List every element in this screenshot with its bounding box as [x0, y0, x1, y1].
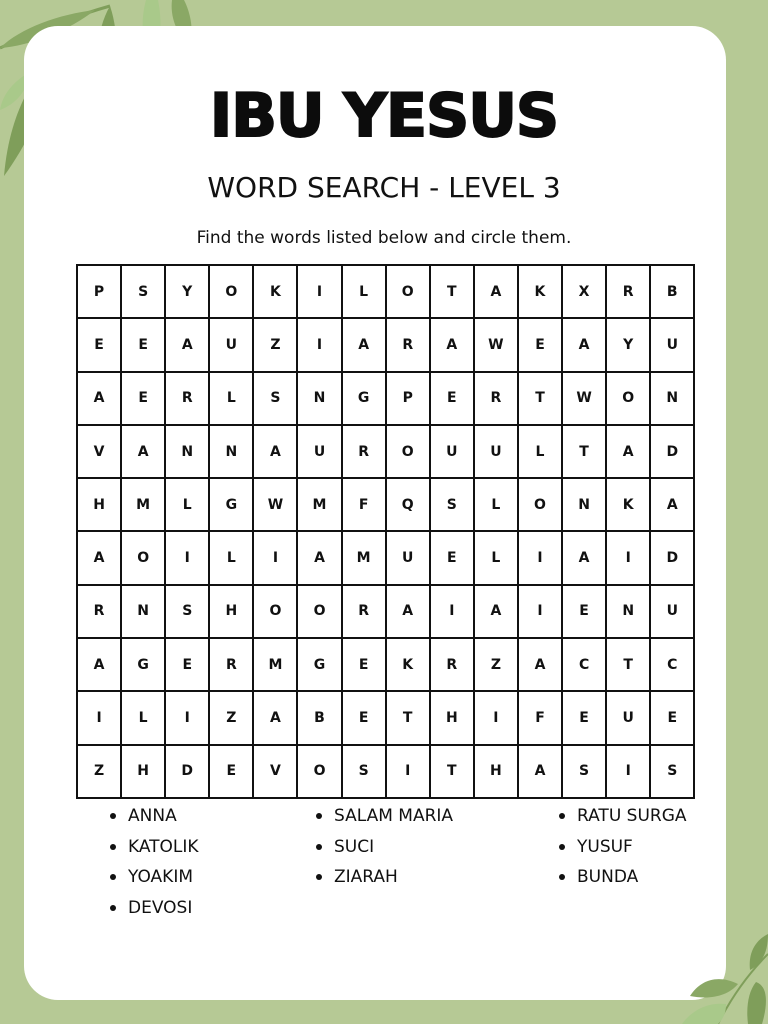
- grid-cell[interactable]: A: [77, 638, 121, 691]
- grid-cell[interactable]: A: [430, 318, 474, 371]
- grid-cell[interactable]: W: [562, 372, 606, 425]
- grid-row: [77, 425, 694, 478]
- grid-cell[interactable]: M: [297, 478, 341, 531]
- grid-cell[interactable]: O: [297, 585, 341, 638]
- grid-cell[interactable]: I: [165, 691, 209, 744]
- grid-cell[interactable]: E: [121, 372, 165, 425]
- grid-cell[interactable]: R: [342, 585, 386, 638]
- grid-cell[interactable]: E: [562, 585, 606, 638]
- grid-cell[interactable]: H: [430, 691, 474, 744]
- grid-cell[interactable]: E: [342, 638, 386, 691]
- grid-cell[interactable]: R: [606, 265, 650, 318]
- grid-cell[interactable]: A: [297, 531, 341, 584]
- grid-cell[interactable]: N: [606, 585, 650, 638]
- page-title: IBU YESUS: [209, 81, 559, 151]
- grid-cell[interactable]: I: [297, 318, 341, 371]
- grid-cell[interactable]: O: [209, 265, 253, 318]
- grid-cell[interactable]: S: [650, 745, 694, 798]
- grid-cell[interactable]: N: [562, 478, 606, 531]
- word-list-item: YOAKIM: [108, 865, 199, 896]
- grid-cell[interactable]: L: [209, 372, 253, 425]
- grid-cell[interactable]: R: [386, 318, 430, 371]
- grid-cell[interactable]: Y: [606, 318, 650, 371]
- grid-cell[interactable]: A: [165, 318, 209, 371]
- word-list-column-3: [557, 804, 687, 896]
- grid-row: [77, 745, 694, 798]
- grid-cell[interactable]: U: [297, 425, 341, 478]
- grid-cell[interactable]: O: [518, 478, 562, 531]
- grid-cell[interactable]: B: [297, 691, 341, 744]
- grid-cell[interactable]: Z: [77, 745, 121, 798]
- word-list-item: YUSUF: [557, 835, 687, 866]
- grid-cell[interactable]: E: [209, 745, 253, 798]
- grid-cell[interactable]: K: [606, 478, 650, 531]
- grid-cell[interactable]: S: [430, 478, 474, 531]
- grid-cell[interactable]: U: [650, 318, 694, 371]
- word-list-item: ANNA: [108, 804, 199, 835]
- grid-cell[interactable]: R: [474, 372, 518, 425]
- grid-cell[interactable]: R: [430, 638, 474, 691]
- grid-cell[interactable]: L: [165, 478, 209, 531]
- grid-cell[interactable]: G: [342, 372, 386, 425]
- grid-cell[interactable]: M: [253, 638, 297, 691]
- grid-cell[interactable]: T: [430, 745, 474, 798]
- grid-row: [77, 585, 694, 638]
- word-list-item: SUCI: [314, 835, 453, 866]
- grid-cell[interactable]: I: [518, 585, 562, 638]
- grid-cell[interactable]: A: [474, 585, 518, 638]
- grid-cell[interactable]: I: [606, 531, 650, 584]
- grid-cell[interactable]: E: [650, 691, 694, 744]
- grid-cell[interactable]: A: [77, 531, 121, 584]
- grid-cell[interactable]: A: [606, 425, 650, 478]
- grid-cell[interactable]: Z: [253, 318, 297, 371]
- grid-cell[interactable]: K: [253, 265, 297, 318]
- grid-cell[interactable]: F: [518, 691, 562, 744]
- grid-cell[interactable]: P: [77, 265, 121, 318]
- grid-cell[interactable]: K: [518, 265, 562, 318]
- grid-cell[interactable]: A: [650, 478, 694, 531]
- grid-cell[interactable]: U: [474, 425, 518, 478]
- grid-cell[interactable]: Y: [165, 265, 209, 318]
- grid-cell[interactable]: H: [474, 745, 518, 798]
- grid-cell[interactable]: L: [474, 531, 518, 584]
- grid-cell[interactable]: U: [430, 425, 474, 478]
- grid-cell[interactable]: H: [209, 585, 253, 638]
- grid-cell[interactable]: U: [650, 585, 694, 638]
- grid-cell[interactable]: S: [562, 745, 606, 798]
- grid-cell[interactable]: H: [121, 745, 165, 798]
- grid-cell[interactable]: I: [297, 265, 341, 318]
- grid-cell[interactable]: X: [562, 265, 606, 318]
- grid-cell[interactable]: I: [518, 531, 562, 584]
- grid-cell[interactable]: I: [165, 531, 209, 584]
- grid-cell[interactable]: K: [386, 638, 430, 691]
- grid-cell[interactable]: D: [650, 425, 694, 478]
- grid-cell[interactable]: O: [386, 425, 430, 478]
- grid-cell[interactable]: L: [209, 531, 253, 584]
- grid-cell[interactable]: P: [386, 372, 430, 425]
- grid-cell[interactable]: I: [606, 745, 650, 798]
- grid-cell[interactable]: S: [342, 745, 386, 798]
- grid-cell[interactable]: T: [386, 691, 430, 744]
- grid-row: [77, 531, 694, 584]
- grid-cell[interactable]: I: [430, 585, 474, 638]
- instructions-text: Find the words listed below and circle them.: [196, 228, 572, 248]
- word-list-item: SALAM MARIA: [314, 804, 453, 835]
- grid-cell[interactable]: S: [253, 372, 297, 425]
- grid-cell[interactable]: O: [606, 372, 650, 425]
- grid-cell[interactable]: W: [253, 478, 297, 531]
- grid-cell[interactable]: W: [474, 318, 518, 371]
- grid-row: [77, 372, 694, 425]
- grid-row: [77, 638, 694, 691]
- grid-cell[interactable]: B: [650, 265, 694, 318]
- grid-cell[interactable]: S: [165, 585, 209, 638]
- grid-cell[interactable]: N: [650, 372, 694, 425]
- grid-cell[interactable]: F: [342, 478, 386, 531]
- grid-cell[interactable]: M: [121, 478, 165, 531]
- grid-cell[interactable]: E: [121, 318, 165, 371]
- word-list-item: ZIARAH: [314, 865, 453, 896]
- grid-cell[interactable]: C: [650, 638, 694, 691]
- grid-cell[interactable]: G: [209, 478, 253, 531]
- grid-cell[interactable]: R: [165, 372, 209, 425]
- grid-cell[interactable]: N: [165, 425, 209, 478]
- grid-cell[interactable]: H: [77, 478, 121, 531]
- word-search-grid: [76, 264, 695, 799]
- grid-cell[interactable]: T: [430, 265, 474, 318]
- grid-cell[interactable]: G: [297, 638, 341, 691]
- page-subtitle: WORD SEARCH - LEVEL 3: [207, 171, 561, 204]
- word-list-item: RATU SURGA: [557, 804, 687, 835]
- grid-cell[interactable]: A: [386, 585, 430, 638]
- word-list-column-2: [314, 804, 453, 896]
- grid-cell[interactable]: T: [518, 372, 562, 425]
- grid-cell[interactable]: L: [342, 265, 386, 318]
- grid-cell[interactable]: I: [77, 691, 121, 744]
- grid-cell[interactable]: O: [121, 531, 165, 584]
- grid-cell[interactable]: I: [386, 745, 430, 798]
- word-list-item: DEVOSI: [108, 896, 199, 927]
- grid-row: [77, 478, 694, 531]
- grid-cell[interactable]: D: [650, 531, 694, 584]
- word-list-column-1: [108, 804, 199, 926]
- grid-cell[interactable]: L: [121, 691, 165, 744]
- grid-cell[interactable]: N: [121, 585, 165, 638]
- grid-cell[interactable]: R: [77, 585, 121, 638]
- grid-cell[interactable]: A: [474, 265, 518, 318]
- grid-cell[interactable]: V: [77, 425, 121, 478]
- grid-cell[interactable]: U: [386, 531, 430, 584]
- grid-cell[interactable]: E: [77, 318, 121, 371]
- grid-cell[interactable]: O: [253, 585, 297, 638]
- grid-cell[interactable]: A: [77, 372, 121, 425]
- grid-cell[interactable]: E: [518, 318, 562, 371]
- grid-cell[interactable]: Z: [209, 691, 253, 744]
- grid-row: [77, 691, 694, 744]
- grid-cell[interactable]: Z: [474, 638, 518, 691]
- grid-cell[interactable]: A: [562, 531, 606, 584]
- grid-cell[interactable]: U: [606, 691, 650, 744]
- grid-cell[interactable]: T: [562, 425, 606, 478]
- grid-cell[interactable]: O: [297, 745, 341, 798]
- grid-cell[interactable]: A: [518, 745, 562, 798]
- grid-row: [77, 318, 694, 371]
- grid-cell[interactable]: R: [209, 638, 253, 691]
- grid-cell[interactable]: S: [121, 265, 165, 318]
- grid-cell[interactable]: V: [253, 745, 297, 798]
- grid-cell[interactable]: E: [342, 691, 386, 744]
- grid-cell[interactable]: E: [430, 531, 474, 584]
- grid-cell[interactable]: A: [253, 691, 297, 744]
- grid-cell[interactable]: A: [121, 425, 165, 478]
- grid-cell[interactable]: U: [209, 318, 253, 371]
- grid-cell[interactable]: R: [342, 425, 386, 478]
- grid-cell[interactable]: T: [606, 638, 650, 691]
- grid-cell[interactable]: I: [253, 531, 297, 584]
- grid-row: [77, 265, 694, 318]
- grid-cell[interactable]: C: [562, 638, 606, 691]
- grid-cell[interactable]: A: [342, 318, 386, 371]
- leaf-decoration-bottom-right: [678, 934, 768, 1024]
- grid-cell[interactable]: L: [474, 478, 518, 531]
- grid-cell[interactable]: G: [121, 638, 165, 691]
- grid-cell[interactable]: D: [165, 745, 209, 798]
- grid-cell[interactable]: A: [518, 638, 562, 691]
- grid-cell[interactable]: N: [209, 425, 253, 478]
- grid-cell[interactable]: E: [562, 691, 606, 744]
- word-list-item: BUNDA: [557, 865, 687, 896]
- grid-cell[interactable]: Q: [386, 478, 430, 531]
- grid-cell[interactable]: E: [165, 638, 209, 691]
- grid-cell[interactable]: O: [386, 265, 430, 318]
- grid-cell[interactable]: A: [562, 318, 606, 371]
- word-list-item: KATOLIK: [108, 835, 199, 866]
- grid-cell[interactable]: L: [518, 425, 562, 478]
- grid-cell[interactable]: N: [297, 372, 341, 425]
- grid-cell[interactable]: M: [342, 531, 386, 584]
- grid-cell[interactable]: A: [253, 425, 297, 478]
- grid-cell[interactable]: I: [474, 691, 518, 744]
- grid-cell[interactable]: E: [430, 372, 474, 425]
